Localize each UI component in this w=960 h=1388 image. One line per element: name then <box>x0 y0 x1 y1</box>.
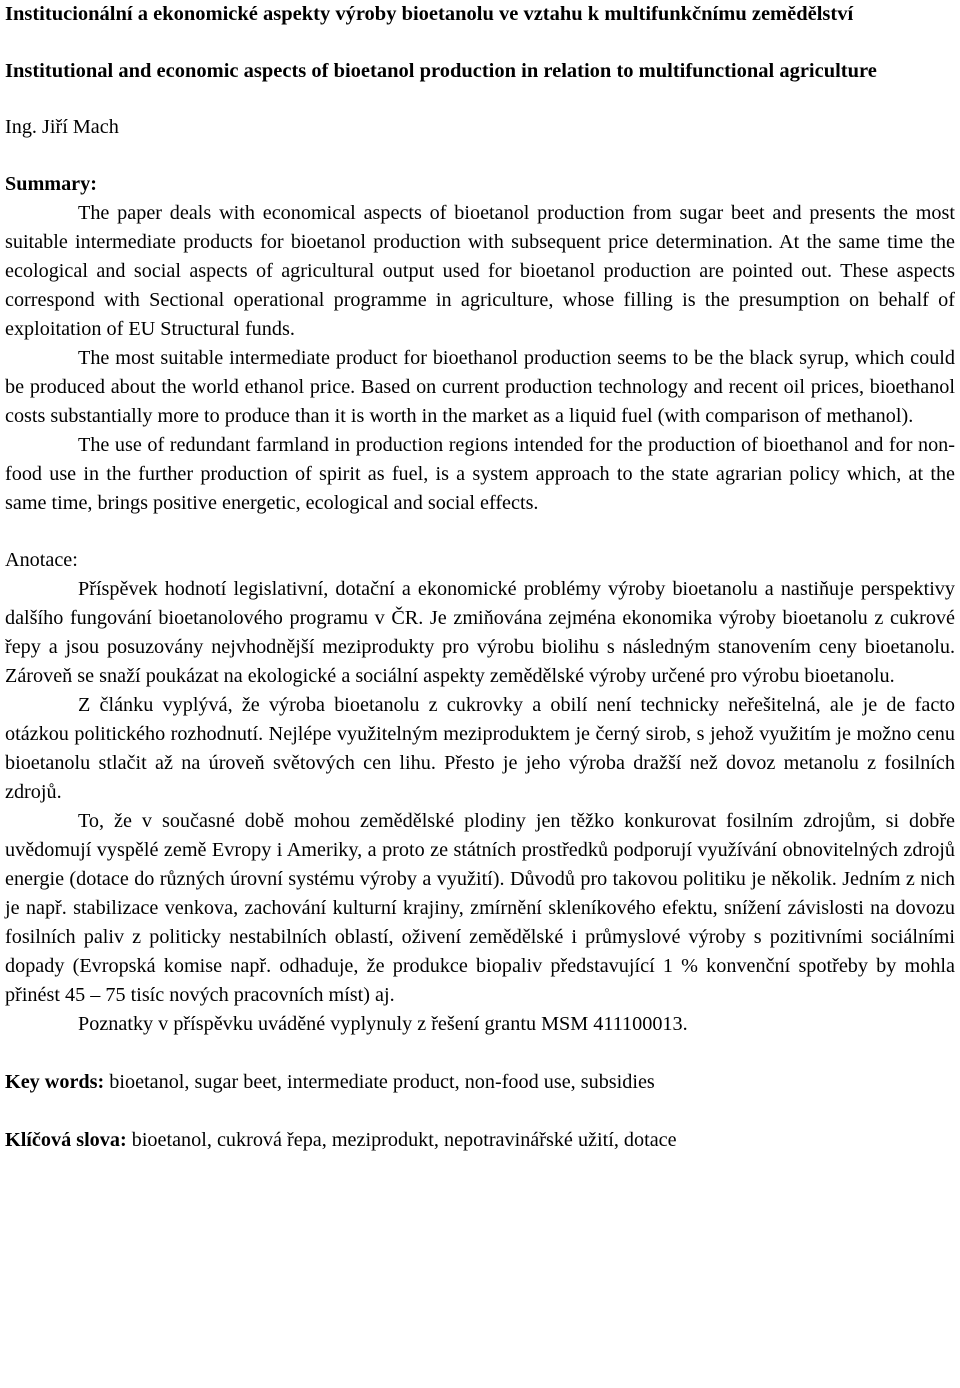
annotation-paragraph-4: Poznatky v příspěvku uváděné vyplynuly z řešení grantu MSM 411100013. <box>78 1013 688 1035</box>
summary-paragraph-3: The use of redundant farmland in production regions intended for the production of bioethanol and for non-food use in the further production of spirit as fuel, is a system approach to the state agrarian policy which, at the same time, brings positive energetic, ecological and social effects. <box>5 434 955 514</box>
annotation-paragraph-1: Příspěvek hodnotí legislativní, dotační a ekonomické problémy výroby bioetanolu a nastiňuje perspektivy dalšího fungování bioetanolového programu v ČR. Je zmiňována zejména ekonomika výroby bioetanolu z cukrové řepy a jsou posuzovány nejvhodnější meziprodukty pro výrobu biolihu s následným stanovením ceny bioetanolu. Zároveň se snaží poukázat na ekologické a sociální aspekty zemědělské výroby určené pro výrobu bioetanolu. <box>5 578 955 687</box>
title-czech: Institucionální a ekonomické aspekty výroby bioetanolu ve vztahu k multifunkčnímu zemědělství <box>5 3 854 25</box>
summary-paragraph-1: The paper deals with economical aspects of bioetanol production from sugar beet and presents the most suitable intermediate products for bioetanol production with subsequent price determination. At the same time the ecological and social aspects of agricultural output used for bioetanol production are pointed out. These aspects correspond with Sectional operational programme in agriculture, whose filling is the presumption on behalf of exploitation of EU Structural funds. <box>5 202 955 340</box>
annotation-heading: Anotace: <box>5 549 78 571</box>
annotation-paragraph-3: To, že v současné době mohou zemědělské plodiny jen těžko konkurovat fosilním zdrojům, si dobře uvědomují vyspělé země Evropy i Ameriky, a proto ze státních prostředků podporují využívání obnovitelných zdrojů energie (dotace do různých úrovní systému výroby a využití). Důvodů pro takovou politiku je několik. Jedním z nich je např. stabilizace venkova, zachování kulturní krajiny, zmírnění skleníkového efektu, snížení závislosti na dovozu fosilních paliv z politicky nestabilních oblastí, oživení zemědělské i průmyslové výroby s pozitivními sociálními dopady (Evropská komise např. odhaduje, že produkce biopaliv představující 1 % konvenční spotřeby by mohla přinést 45 – 75 tisíc nových pracovních míst) aj. <box>5 810 955 1006</box>
keywords-czech <box>5 1126 955 1155</box>
author: Ing. Jiří Mach <box>5 116 119 138</box>
keywords-czech-label: Klíčová slova: <box>5 1129 127 1151</box>
keywords-english-label: Key words: <box>5 1071 105 1093</box>
summary-paragraph-2: The most suitable intermediate product for bioethanol production seems to be the black syrup, which could be produced about the world ethanol price. Based on current production technology and recent oil prices, bioethanol costs substantially more to produce than it is worth in the market as a liquid fuel (with comparison of methanol). <box>5 347 955 427</box>
annotation-paragraph-2: Z článku vyplývá, že výroba bioetanolu z cukrovky a obilí není technicky neřešitelná, ale je de facto otázkou politického rozhodnutí. Nejlépe využitelným meziproduktem je černý sirob, s jehož využitím je možno cenu bioetanolu stlačit až na úroveň světových cen lihu. Přesto je jeho výroba dražší než dovoz metanolu z fosilních zdrojů. <box>5 694 955 803</box>
keywords-czech-value: bioetanol, cukrová řepa, meziprodukt, nepotravinářské užití, dotace <box>126 1129 677 1151</box>
keywords-english <box>5 1068 955 1097</box>
title-english: Institutional and economic aspects of bioetanol production in relation to multifunctional agriculture <box>5 59 877 82</box>
summary-heading: Summary: <box>5 173 97 195</box>
keywords-english-value: bioetanol, sugar beet, intermediate product, non-food use, subsidies <box>104 1071 655 1093</box>
